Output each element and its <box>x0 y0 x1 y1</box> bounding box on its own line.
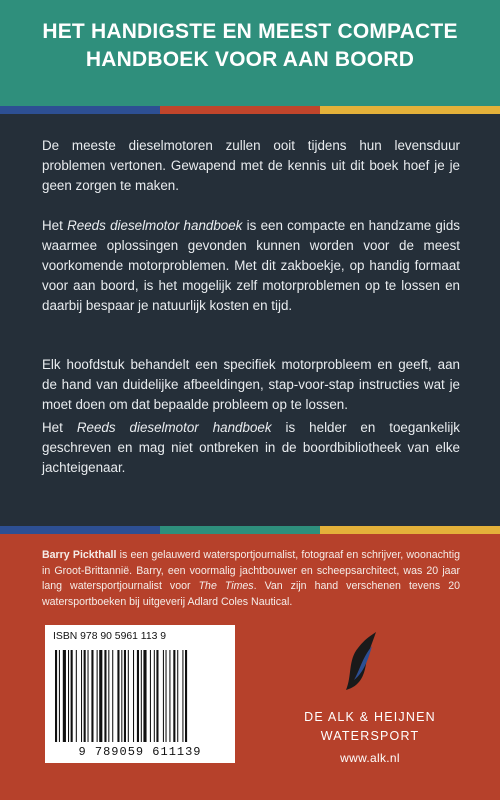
barcode-bar <box>143 650 146 742</box>
barcode-bar <box>182 650 183 742</box>
barcode-bar <box>173 650 175 742</box>
barcode-bar <box>185 650 187 742</box>
barcode-bar <box>163 650 164 742</box>
book-title: Reeds dieselmotor handboek <box>76 420 272 435</box>
publisher-name-line-2: WATERSPORT <box>320 729 420 743</box>
barcode-bar <box>154 650 155 742</box>
barcode-bar <box>166 650 167 742</box>
text: is helder en toegankelijk geschreven en mag niet ontbreken in de boordbibliotheek van elke jachteigenaar. <box>42 420 460 475</box>
barcode-bar <box>55 650 57 742</box>
barcode-bar <box>133 650 134 742</box>
color-stripe-bottom <box>0 526 500 534</box>
barcode-bar <box>71 650 73 742</box>
barcode-bar <box>81 650 82 742</box>
text: is een compacte en handzame gids waarmee oplossingen gevonden kunnen worden voor de meest voorkomende motorproblemen. Met dit zakboekje, op handig formaat voor aan boord, is het mogelijk zelf motorproblemen op te lossen en daarbij bespaar je natuurlijk kosten en tijd. <box>42 218 461 313</box>
text: Het <box>42 420 77 435</box>
publisher-url[interactable]: www.alk.nl <box>340 751 400 765</box>
barcode-bar <box>156 650 158 742</box>
barcode-bar <box>117 650 119 742</box>
publisher-name-line-1: DE ALK & HEIJNEN <box>304 710 436 724</box>
barcode-bar <box>141 650 142 742</box>
author-bio <box>42 548 460 610</box>
description-paragraph-3: Elk hoofdstuk behandelt een specifiek motorprobleem en geeft, aan de hand van duidelijke afbeeldingen, stap-voor-stap instructies wat je moet doen om dat bepaalde probleem op te lossen. <box>42 357 460 412</box>
publisher-logo-icon <box>338 630 382 700</box>
stripe-green <box>160 526 320 534</box>
headline-line-1: HET HANDIGSTE EN MEEST COMPACTE <box>42 20 458 43</box>
barcode-bar <box>128 650 129 742</box>
barcode-box <box>45 625 235 763</box>
stripe-red <box>160 106 320 114</box>
text: is een gelauwerd watersportjournalist, fotograaf en schrijver, woonachtig in Groot-Brittannië. Barry, een voormalig jachtbouwer en scheepsarchitect, was 20 jaar lang watersportjournalist voor <box>42 549 460 593</box>
description-paragraph-1: De meeste dieselmotoren zullen ooit tijdens hun levensduur problemen vertonen. Gewapend met de kennis uit dit boek hoef je je geen zorgen te maken. <box>42 138 460 193</box>
barcode-bar <box>99 650 102 742</box>
barcode-bar <box>169 650 170 742</box>
barcode-bar <box>121 650 122 742</box>
barcode-bar <box>84 650 86 742</box>
stripe-yellow <box>320 526 500 534</box>
barcode-bar <box>108 650 109 742</box>
description-paragraph-4 <box>42 418 460 478</box>
barcode-bar <box>137 650 139 742</box>
barcode-bar <box>124 650 126 742</box>
barcode-digits: 9 789059 611139 <box>78 745 202 759</box>
barcode-bar <box>68 650 69 742</box>
author-name: Barry Pickthall <box>42 549 117 561</box>
barcode-bar <box>63 650 66 742</box>
barcode-bar <box>91 650 93 742</box>
barcode-bar <box>112 650 113 742</box>
barcode-bar <box>150 650 151 742</box>
description-paragraph-2 <box>42 216 460 316</box>
isbn-label: ISBN 978 90 5961 113 9 <box>53 631 167 642</box>
stripe-blue <box>0 526 160 534</box>
barcode-bar <box>97 650 98 742</box>
stripe-yellow <box>320 106 500 114</box>
barcode-bar <box>59 650 60 742</box>
text: Het <box>42 218 68 233</box>
book-title: Reeds dieselmotor handboek <box>67 218 243 233</box>
newspaper-title: The Times <box>198 580 254 593</box>
barcode-bars <box>55 650 227 742</box>
barcode-bar <box>177 650 178 742</box>
stripe-blue <box>0 106 160 114</box>
barcode-bar <box>88 650 89 742</box>
barcode-bar <box>76 650 77 742</box>
text: . Van zijn hand verschenen tevens 20 watersportboeken bij uitgeverij Adlard Coles Nautical. <box>42 580 460 608</box>
color-stripe-top <box>0 106 500 114</box>
headline-line-2: HANDBOEK VOOR AAN BOORD <box>85 48 415 71</box>
barcode-bar <box>104 650 106 742</box>
